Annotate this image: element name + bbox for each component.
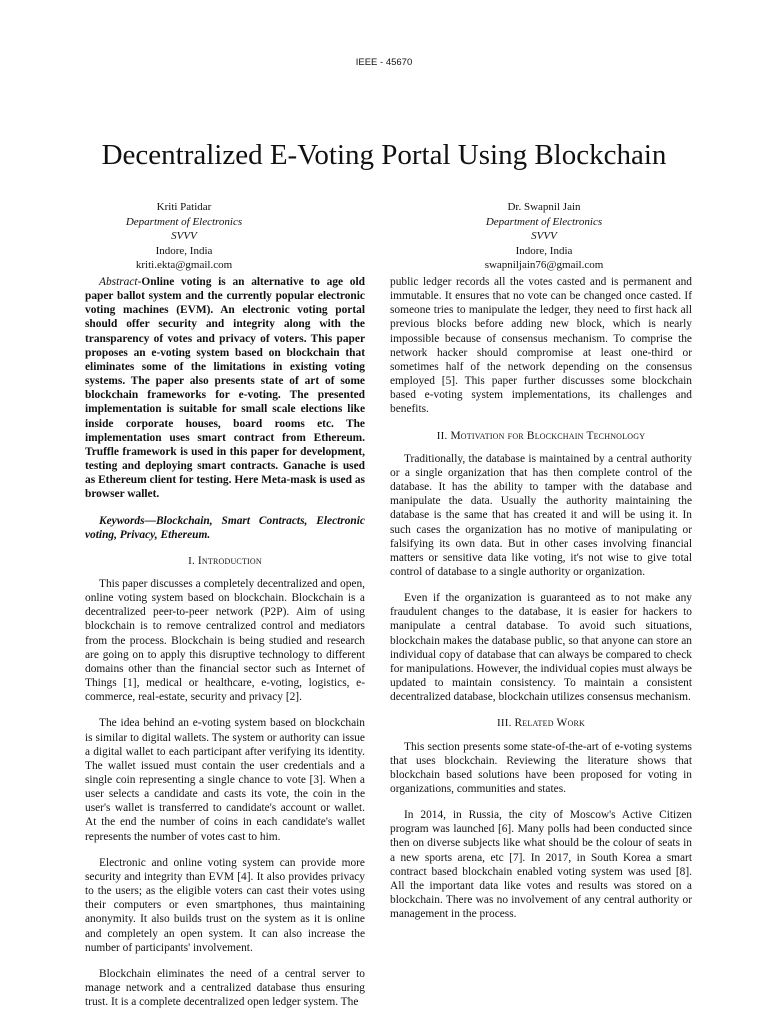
author-institute: SVVV — [531, 230, 557, 243]
section-title: Related Work — [514, 717, 585, 730]
author-email: swapniljain76@gmail.com — [484, 259, 604, 272]
conference-id: IEEE - 45670 — [355, 57, 413, 68]
abstract-text: Online voting is an alternative to age old paper ballot system and the currently popular electronic voting machines (EVM). An electronic voting portal should offer security and integrity along with the transparency of votes and privacy of voters. This paper proposes an e-voting system based on blockchain that eliminates some of the limitations in existing voting systems. The paper also presents state of art of some blockchain frameworks for e-voting. The presented implementation is suitable for small scale elections like inside corporate houses, board rooms etc. The implementation uses smart contract from Ethereum. Truffle framework is used in this paper for development, testing and deploying smart contracts. Ganache is used as Ethereum client for testing. Here Meta-mask is used as browser wallet. — [85, 276, 365, 501]
abstract — [85, 275, 365, 502]
section-number: III. — [497, 717, 512, 730]
section-number: I. — [188, 554, 195, 567]
author-block-1 — [64, 200, 304, 273]
author-institute: SVVV — [171, 230, 197, 243]
section-title: Motivation for Blockchain Technology — [450, 429, 646, 442]
paragraph: Blockchain eliminates the need of a central server to manage network and a centralized database thus ensuring trust. It is a complete decentralized open ledger system. The — [85, 967, 365, 1009]
author-location: Indore, India — [515, 244, 573, 257]
right-column — [390, 275, 692, 933]
author-email: kriti.ekta@gmail.com — [135, 259, 233, 272]
paragraph: This paper discusses a completely decentralized and open, online voting system based on blockchain. Blockchain is a decentralized peer-to-peer network (P2P). Aim of using blockchain is to remove centralized control and mediators from the process. Blockchain is being studied and research are going on to apply this disruptive technology to different domains other than the financial sector such as Internet of Things [1], medical or healthcare, e-voting, logistics, e-commerce, real-estate, security and privacy [2]. — [85, 577, 365, 704]
author-department: Department of Electronics — [125, 215, 243, 228]
paragraph: Traditionally, the database is maintained by a central authority or a single organization that has then complete control of the database. It has the ability to tamper with the database and manipulate the data. Usually the authority maintaining the database is the same that has created it and will be using it. In such cases the organization has no motive of manipulating or falsifying its own data. But in other cases involving financial matters or sensitive data like voting, it's not wise to give total control of database to a single authority or organization. — [390, 452, 692, 578]
author-location: Indore, India — [155, 244, 213, 257]
author-department: Department of Electronics — [485, 215, 603, 228]
section-heading-motivation — [390, 429, 692, 443]
paragraph: The idea behind an e-voting system based on blockchain is similar to digital wallets. The system or authority can issue a digital wallet to each participant after verifying its identity. The wallet issued must contain the user credentials and a single coin representing a single chance to vote [3]. When a user selects a candidate and casts its vote, the coin in the user's wallet is transferred to candidate's account or wallet. At the end the number of coins in each candidate's wallet represents the number of votes cast to him. — [85, 717, 365, 843]
paragraph-continuation: public ledger records all the votes casted and is permanent and immutable. It ensures that no vote can be changed once casted. If someone tries to manipulate the ledger, they need to first hack all previous blocks before adding new block, which is nearly impossible because of consensus mechanism. To comprise the network hacker should compromise at least one-third or sometimes half of the network depending on the consensus employed [5]. This paper further discusses some blockchain based e-voting system implementations, its challenges and benefits. — [390, 276, 692, 416]
left-column — [85, 275, 365, 1021]
paragraph: In 2014, in Russia, the city of Moscow's Active Citizen program was launched [6]. Many polls had been conducted since then on diverse subjects like what should be the colour of seats in a new sports arena, etc [7]. In 2017, in South Korea a smart contract based blockchain enabled voting system was used [8]. All the important data like votes and results was stored on a blockchain. There was no involvement of any central authority or management in the process. — [390, 809, 692, 921]
author-block-2 — [424, 200, 664, 273]
section-heading-related-work — [390, 716, 692, 730]
paragraph: This section presents some state-of-the-art of e-voting systems that uses blockchain. Reviewing the literature shows that blockchain based solutions have been proposed for voting in organizations, communities and states. — [390, 740, 692, 795]
section-number: II. — [436, 429, 448, 442]
author-name: Kriti Patidar — [156, 201, 212, 213]
author-name: Dr. Swapnil Jain — [507, 201, 581, 213]
paper-title: Decentralized E-Voting Portal Using Blockchain — [101, 139, 667, 171]
paragraph: Electronic and online voting system can provide more security and integrity than EVM [4]. It also provides privacy to the users; as the eligible voters can cast their votes using their computers or even smartphones, thus maintaining anonymity. It also builds trust on the system as it is online and completely an open system. It can also increase the number of participants' involvement. — [85, 856, 365, 954]
section-title: Introduction — [197, 554, 262, 567]
section-heading-introduction — [85, 554, 365, 568]
keywords: Keywords—Blockchain, Smart Contracts, Electronic voting, Privacy, Ethereum. — [85, 514, 365, 541]
abstract-lead: Abstract- — [99, 276, 142, 288]
paragraph: Even if the organization is guaranteed as to not make any fraudulent changes to the database, it is easier for hackers to manipulate a central database. To avoid such situations, blockchain makes the database public, so that anyone can store an individual copy of database that can always be compared to check for manipulations. However, the individual copies must always be updated to maintain consistency. To maintain a consistent decentralized database, blockchain utilizes consensus mechanism. — [390, 592, 692, 704]
